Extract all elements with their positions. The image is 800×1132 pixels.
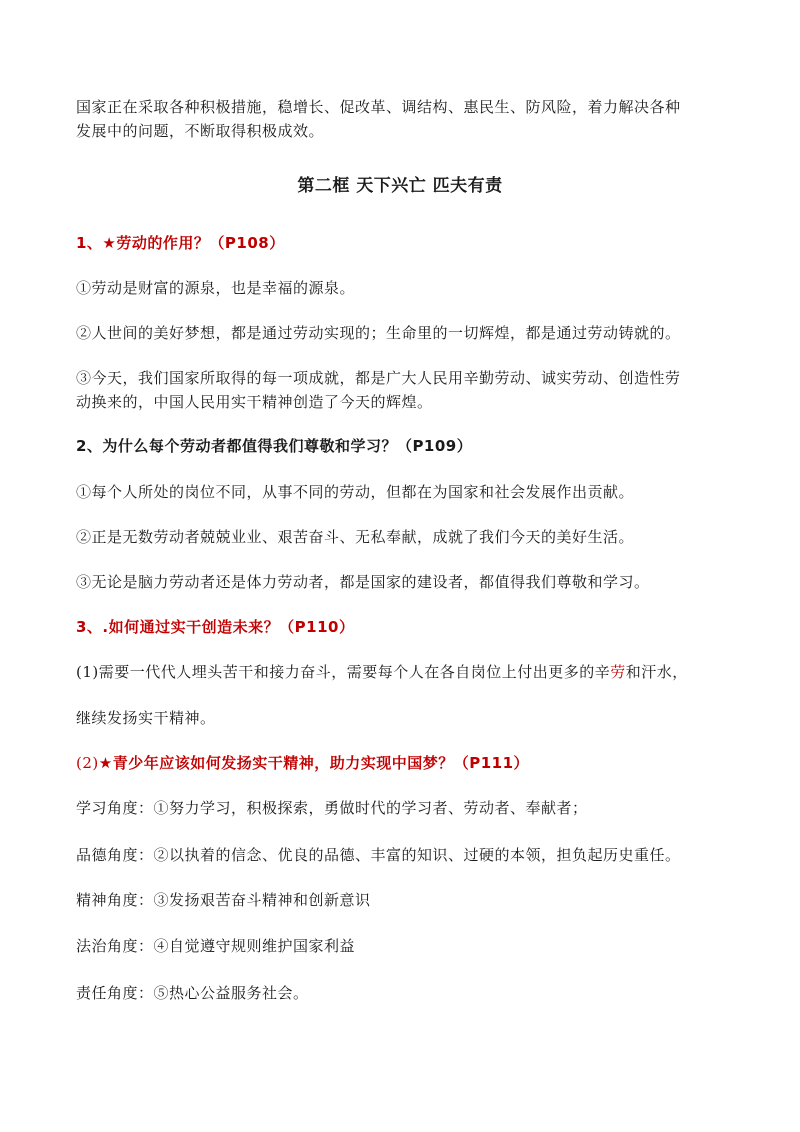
q1-point-3-line-1: ③今天，我们国家所取得的每一项成就，都是广大人民用辛勤劳动、诚实劳动、创造性劳: [76, 369, 681, 387]
q3-item-spirit: 精神角度：③发扬艰苦奋斗精神和创新意识: [76, 891, 371, 909]
q1-heading: 1、★劳动的作用？（P108）: [76, 234, 285, 252]
q3-item-morality: 品德角度：②以执着的信念、优良的品德、丰富的知识、过硬的本领，担负起历史重任。: [76, 846, 681, 864]
q3-heading: 3、.如何通过实干创造未来？（P110）: [76, 618, 355, 636]
q3-point-1-line-2: 继续发扬实干精神。: [76, 709, 216, 727]
q2-heading: 2、为什么每个劳动者都值得我们尊敬和学习？（P109）: [76, 437, 473, 455]
q3-point-1-text-a: (1)需要一代代人埋头苦干和接力奋斗，需要每个人在各自岗位上付出更多的辛: [76, 663, 611, 681]
q1-point-2: ②人世间的美好梦想，都是通过劳动实现的；生命里的一切辉煌，都是通过劳动铸就的。: [76, 324, 681, 342]
q2-point-2: ②正是无数劳动者兢兢业业、艰苦奋斗、无私奉献，成就了我们今天的美好生活。: [76, 528, 635, 546]
q3-sub-heading: [76, 753, 529, 773]
q1-point-1: ①劳动是财富的源泉，也是幸福的源泉。: [76, 279, 356, 297]
intro-line-2: 发展中的问题，不断取得积极成效。: [76, 122, 325, 140]
q3-item-study: 学习角度：①努力学习，积极探索，勇做时代的学习者、劳动者、奉献者；: [76, 799, 588, 817]
section-title: 第二框 天下兴亡 匹夫有责: [297, 176, 503, 196]
q1-point-3-line-2: 动换来的，中国人民用实干精神创造了今天的辉煌。: [76, 393, 433, 411]
q3-sub-heading-text: ★青少年应该如何发扬实干精神，助力实现中国梦？（P111）: [98, 754, 530, 772]
q3-item-law: 法治角度：④自觉遵守规则维护国家利益: [76, 937, 356, 955]
q3-item-responsibility: 责任角度：⑤热心公益服务社会。: [76, 984, 309, 1002]
q2-point-1: ①每个人所处的岗位不同，从事不同的劳动，但都在为国家和社会发展作出贡献。: [76, 483, 635, 501]
intro-line-1: 国家正在采取各种积极措施，稳增长、促改革、调结构、惠民生、防风险，着力解决各种: [76, 98, 681, 116]
q3-point-1-red-char: 劳: [610, 663, 626, 681]
q2-point-3: ③无论是脑力劳动者还是体力劳动者，都是国家的建设者，都值得我们尊敬和学习。: [76, 573, 650, 591]
q3-sub-heading-number: (2): [76, 754, 99, 772]
q3-point-1-line-1: [76, 662, 688, 682]
q3-point-1-text-b: 和汗水，: [625, 663, 688, 681]
